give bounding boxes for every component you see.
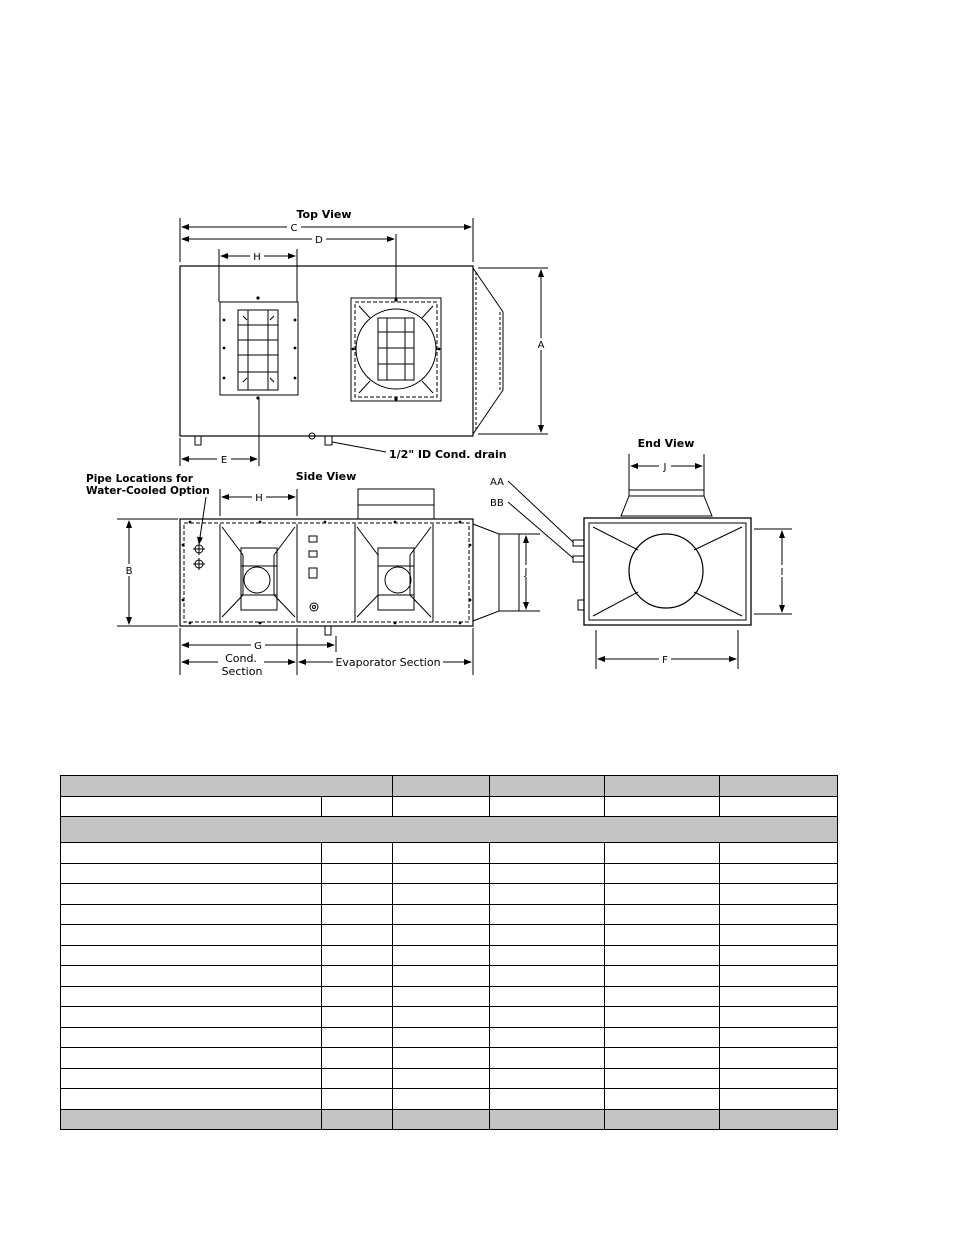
table-cell [61, 1007, 322, 1028]
table-cell [393, 884, 490, 905]
table-cell [605, 843, 720, 864]
table-cell [322, 986, 393, 1007]
table-cell [605, 966, 720, 987]
table-row [61, 945, 838, 966]
end-view-title: End View [637, 437, 695, 450]
dim-c-label: C [290, 223, 298, 234]
evaporator-section-label: Evaporator Section [335, 656, 441, 669]
table-cell [322, 863, 393, 884]
table-cell [322, 1027, 393, 1048]
table-cell [322, 884, 393, 905]
table-cell [605, 1048, 720, 1069]
table-cell [490, 945, 605, 966]
table-cell [490, 966, 605, 987]
table-cell [490, 843, 605, 864]
table-cell [720, 1007, 838, 1028]
table-row [61, 966, 838, 987]
table-row [61, 796, 838, 817]
drain-note: 1/2" ID Cond. drain [389, 448, 507, 461]
table-cell [393, 925, 490, 946]
table-cell [322, 966, 393, 987]
dim-i-label: I [780, 567, 784, 578]
table-cell [61, 1109, 322, 1130]
table-cell [393, 986, 490, 1007]
table-cell [393, 1068, 490, 1089]
table-cell [61, 884, 322, 905]
table-cell [61, 945, 322, 966]
table-row [61, 986, 838, 1007]
table-row [61, 843, 838, 864]
table-cell [61, 966, 322, 987]
table-cell [720, 966, 838, 987]
specifications-table-body [61, 776, 838, 1130]
side-view-title: Side View [295, 470, 357, 483]
dim-e-label: E [220, 455, 228, 466]
table-cell [61, 986, 322, 1007]
table-cell [490, 1027, 605, 1048]
top-view-title: Top View [296, 208, 352, 221]
table-row [61, 1027, 838, 1048]
table-cell [322, 1048, 393, 1069]
table-cell [490, 1109, 605, 1130]
table-cell [720, 796, 838, 817]
table-cell [322, 796, 393, 817]
table-cell [490, 776, 605, 797]
table-cell [490, 884, 605, 905]
table-cell [605, 863, 720, 884]
table-cell [490, 904, 605, 925]
table-cell [605, 904, 720, 925]
table-cell [605, 796, 720, 817]
pipe-note-line1: Pipe Locations for [86, 473, 193, 485]
table-cell [490, 925, 605, 946]
table-row [61, 1109, 838, 1130]
table-row [61, 1089, 838, 1110]
table-cell [720, 904, 838, 925]
table-row [61, 904, 838, 925]
table-cell [720, 863, 838, 884]
table-cell [605, 1007, 720, 1028]
side-view [86, 470, 540, 678]
table-cell [605, 1068, 720, 1089]
table-cell [61, 817, 838, 843]
table-cell [490, 1089, 605, 1110]
table-cell [322, 1007, 393, 1028]
table-cell [322, 843, 393, 864]
end-view [490, 437, 792, 669]
table-cell [393, 863, 490, 884]
table-cell [61, 796, 322, 817]
cond-section-label-2: Section [221, 665, 263, 678]
dim-a-label: A [537, 340, 545, 351]
table-cell [61, 1068, 322, 1089]
table-cell [61, 904, 322, 925]
table-cell [393, 1027, 490, 1048]
table-cell [393, 776, 490, 797]
table-cell [393, 1089, 490, 1110]
pipe-note-line2: Water-Cooled Option [86, 485, 210, 497]
dim-aa-label: AA [490, 477, 504, 488]
table-cell [720, 1089, 838, 1110]
table-cell [605, 776, 720, 797]
table-row [61, 776, 838, 797]
table-cell [720, 1027, 838, 1048]
table-cell [720, 925, 838, 946]
table-cell [720, 986, 838, 1007]
top-view [180, 208, 548, 466]
table-cell [393, 904, 490, 925]
table-row [61, 925, 838, 946]
table-cell [393, 1007, 490, 1028]
table-cell [720, 776, 838, 797]
table-cell [720, 884, 838, 905]
table-cell [605, 1089, 720, 1110]
table-row [61, 1048, 838, 1069]
table-cell [61, 863, 322, 884]
table-cell [490, 1068, 605, 1089]
table-cell [393, 1109, 490, 1130]
table-cell [490, 1048, 605, 1069]
table-cell [393, 945, 490, 966]
dim-bb-label: BB [490, 498, 504, 509]
table-cell [61, 843, 322, 864]
dim-j-end-label: J [663, 462, 667, 473]
table-cell [720, 1109, 838, 1130]
table-cell [322, 1089, 393, 1110]
table-cell [605, 884, 720, 905]
table-cell [322, 1109, 393, 1130]
table-cell [393, 966, 490, 987]
table-cell [393, 1048, 490, 1069]
dim-h-side-label: H [255, 493, 263, 504]
table-row [61, 1068, 838, 1089]
table-row [61, 1007, 838, 1028]
dim-j-side-label: J [524, 567, 528, 578]
table-cell [605, 945, 720, 966]
table-cell [322, 945, 393, 966]
table-cell [322, 925, 393, 946]
table-cell [61, 1027, 322, 1048]
table-cell [61, 1048, 322, 1069]
table-cell [322, 1068, 393, 1089]
table-cell [605, 1027, 720, 1048]
table-row [61, 884, 838, 905]
dim-b-label: B [125, 566, 133, 577]
table-cell [490, 863, 605, 884]
table-cell [720, 1048, 838, 1069]
table-cell [720, 843, 838, 864]
table-cell [605, 925, 720, 946]
table-cell [322, 904, 393, 925]
specifications-table [60, 775, 838, 1130]
table-cell [490, 1007, 605, 1028]
table-cell [61, 1089, 322, 1110]
table-cell [61, 925, 322, 946]
table-row [61, 863, 838, 884]
table-cell [720, 945, 838, 966]
dim-f-label: F [662, 655, 668, 666]
dim-g-label: G [254, 641, 262, 652]
table-cell [605, 1109, 720, 1130]
table-cell [490, 796, 605, 817]
table-cell [720, 1068, 838, 1089]
dim-h-top-label: H [253, 252, 261, 263]
table-cell [393, 796, 490, 817]
dim-d-label: D [315, 235, 323, 246]
table-cell [605, 986, 720, 1007]
table-cell [61, 776, 393, 797]
table-cell [490, 986, 605, 1007]
table-row [61, 817, 838, 843]
table-cell [393, 843, 490, 864]
cond-section-label-1: Cond. [225, 652, 257, 665]
